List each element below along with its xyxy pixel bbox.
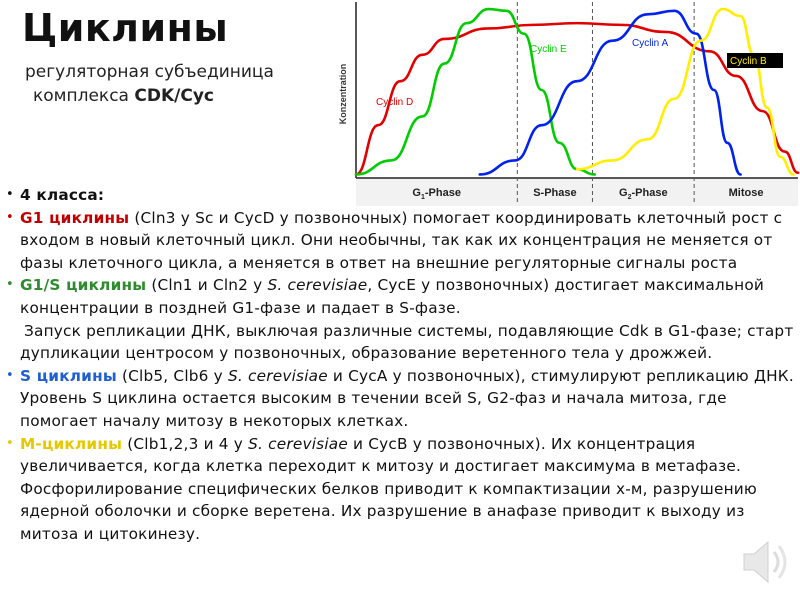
m-cyclins-species: S. cerevisiae	[248, 434, 348, 453]
series-label-cyclin-a: Cyclin A	[632, 38, 669, 49]
s-cyclins-text-a: (Clb5, Clb6 у	[116, 366, 228, 385]
bullet-dot: •	[6, 187, 14, 202]
s-cyclins-text-b: и CycA у позвоночных), стимулируют репликацию ДНК. Уровень S циклина остается высоким в течении всей S, G2-фаз и начала митоза, где помогает началу митозу в некоторых клетках.	[20, 366, 794, 430]
bullet-s-cyclins	[6, 365, 798, 433]
bullet-g1-cyclins	[6, 207, 798, 275]
m-cyclins-text-b: и CycB у позвоночных). Их концентрация увеличивается, когда клетка переходит к митозу и достигает максимума в метафазе. Фосфорилирование специфических белков приводит к компактизации х-м, разрушению ядерной оболочки и сборке веретена. Их разрушение в анафазе приводит к выходу из митоза и цитокинезу.	[20, 434, 758, 543]
y-axis-label: Konzentration	[338, 63, 348, 125]
series-label-cyclin-e: Cyclin E	[530, 44, 567, 55]
subtitle-line-2-prefix: комплекса	[33, 86, 135, 106]
cyclin-concentration-chart	[336, 0, 800, 206]
slide-subtitle	[25, 60, 274, 108]
phase-label: Mitose	[728, 187, 764, 199]
g1s-cyclins-text-b: , CycE у позвоночных) достигает максимальной концентрации в поздней G1-фазе и падает в S-фазе.	[20, 276, 765, 317]
bullet-dot: •	[6, 277, 14, 293]
g1s-cyclins-text-a: (Cln1 и Cln2 у	[146, 276, 268, 295]
bullet-classes	[6, 184, 798, 207]
bullet-m-cyclins	[6, 433, 798, 546]
subtitle-line-2-bold: CDK/Cyc	[134, 86, 214, 106]
g1s-cyclins-keyword: G1/S циклины	[20, 276, 147, 295]
phase-label-subscript: 1	[420, 194, 425, 201]
phase-label-part: -Phase	[424, 187, 461, 199]
g1-cyclins-keyword: G1 циклины	[20, 208, 130, 227]
subtitle-line-1: регуляторная субъединица	[25, 62, 274, 82]
g1s-cyclins-text-c: Запуск репликации ДНК, выключая различные системы, подавляющие Cdk в G1-фазе; старт дупликации центросом у позвоночных, образование веретенного тела у дрожжей.	[20, 321, 794, 363]
series-label-cyclin-d: Cyclin D	[376, 97, 414, 108]
g1s-cyclins-species: S. cerevisiae	[267, 276, 368, 295]
series-label-cyclin-b: Cyclin B	[730, 56, 767, 67]
slide-title: Циклины	[22, 6, 229, 50]
phase-label-subscript: 2	[627, 194, 632, 201]
phase-label: S-Phase	[533, 187, 577, 199]
speaker-icon[interactable]	[738, 534, 792, 590]
s-cyclins-keyword: S циклины	[20, 366, 117, 385]
s-cyclins-species: S. cerevisiae	[228, 366, 328, 385]
m-cyclins-text-a: (Clb1,2,3 и 4 у	[122, 434, 249, 453]
bullet-list	[6, 184, 798, 546]
m-cyclins-keyword: M-циклины	[20, 434, 123, 453]
bullet-classes-label: 4 класса:	[20, 186, 105, 204]
bullet-dot: •	[6, 435, 14, 451]
phase-label-part: G	[619, 187, 628, 199]
phase-label-part: -Phase	[631, 187, 668, 199]
bullet-dot: •	[6, 367, 14, 383]
bullet-dot: •	[6, 209, 14, 225]
g1-cyclins-text: (Cln3 у Sc и CycD у позвоночных) помогает координировать клеточный рост с входом в новый клеточный цикл. Они необычны, так как их концентрация не меняется от фазы клеточного цикла, а меняется в ответ на внешние регуляторные сигналы роста	[20, 208, 783, 272]
phase-label-part: G	[412, 187, 421, 199]
bullet-g1s-cyclins	[6, 274, 798, 364]
